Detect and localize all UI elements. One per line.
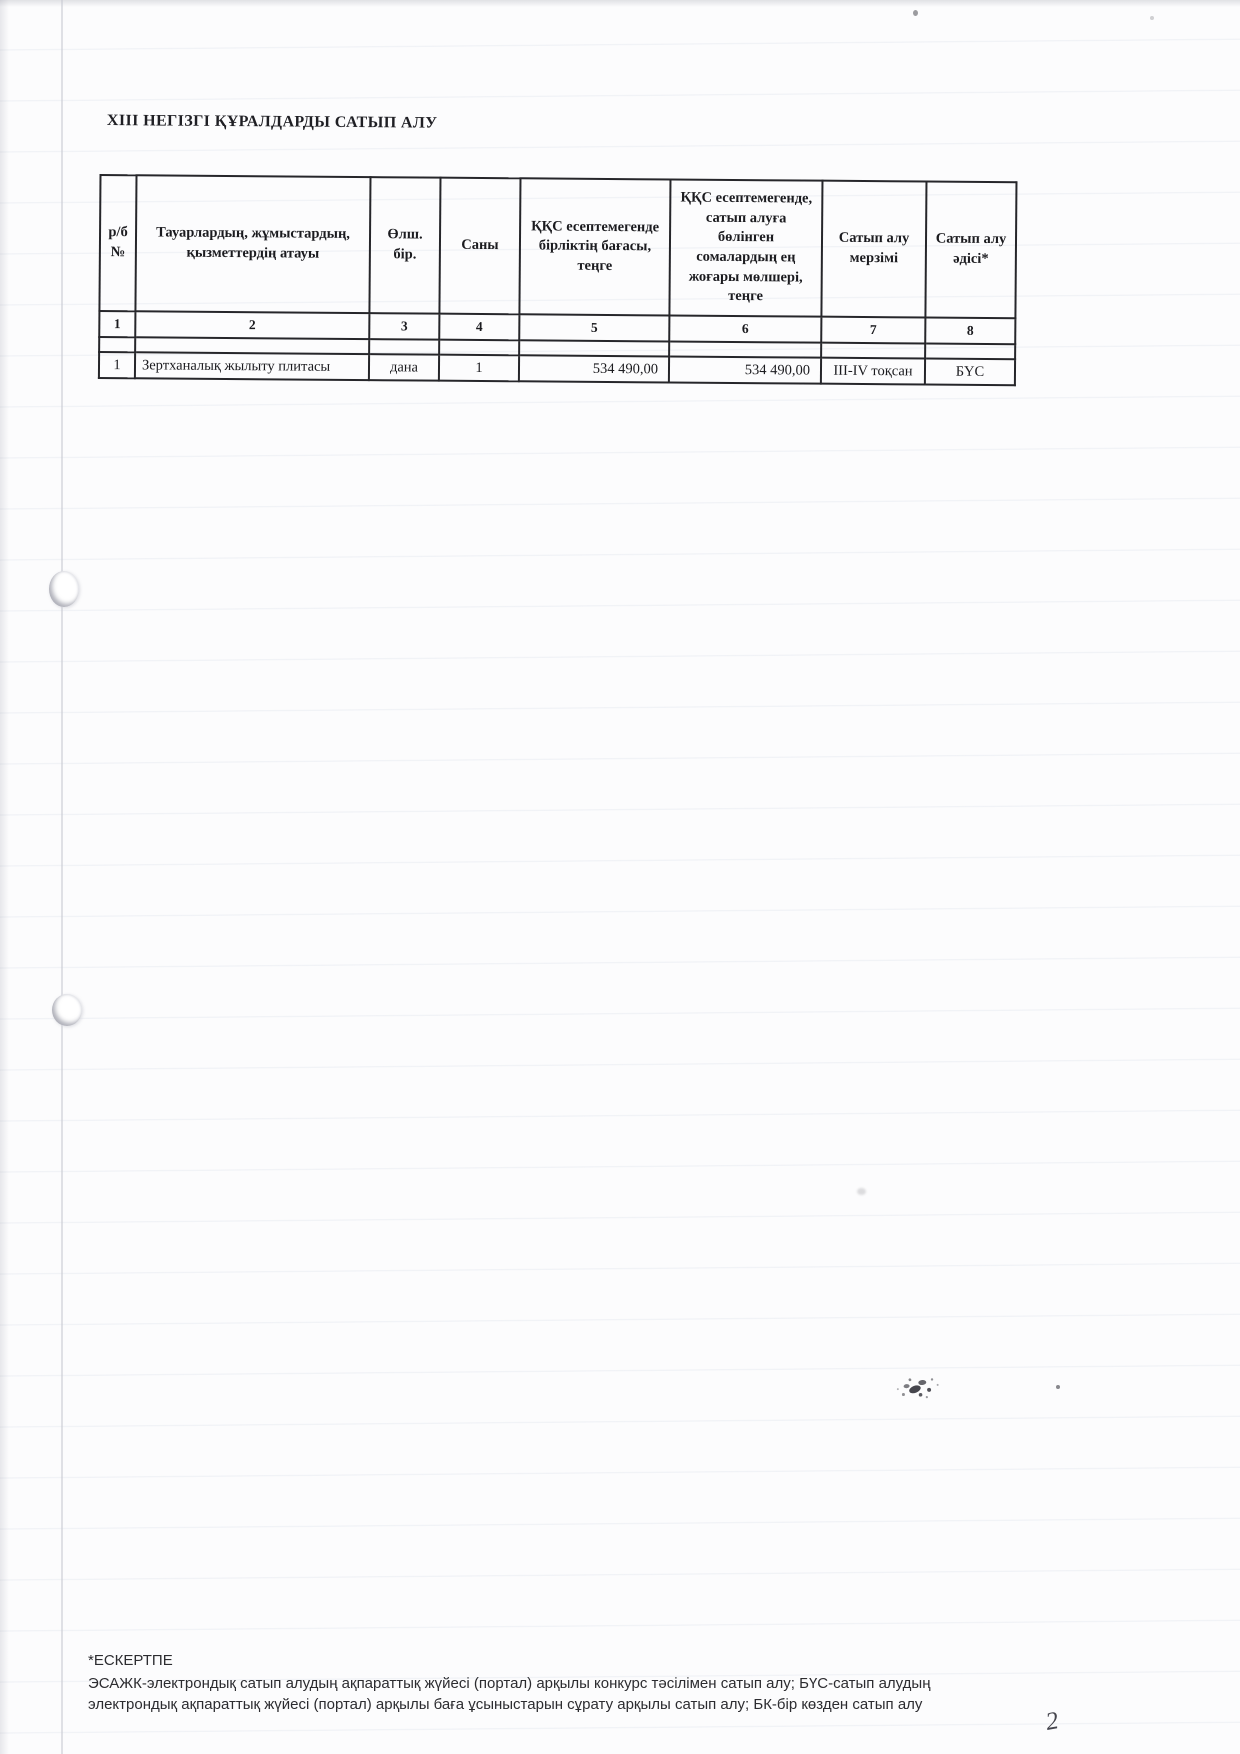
cell-period: III-IV тоқсан	[821, 358, 925, 385]
cell-unit-price: 534 490,00	[519, 355, 669, 382]
col-header-period: Сатып алу мерзімі	[821, 181, 926, 318]
col-header-row-number: р/б №	[99, 175, 136, 311]
col-header-quantity: Саны	[439, 178, 520, 315]
footnote-text: ЭСАЖК-электрондық сатып алудың ақпараттық жүйесі (портал) арқылы конкурс тәсілімен сатып алу; БҮС-сатып алудың электрондық ақпараттық жүйесі (портал) арқылы баға ұсыныстарын сұрату арқылы сатып алу; БК-бір көзден сатып алу	[88, 1675, 931, 1713]
scan-speck	[913, 10, 918, 16]
scan-speck	[1056, 1385, 1060, 1389]
column-number: 4	[439, 314, 519, 341]
scan-speck	[857, 1188, 866, 1195]
footnote-label: *ЕСКЕРТПЕ	[88, 1652, 173, 1669]
cell-item-name: Зертханалық жылыту плитасы	[135, 352, 369, 380]
col-header-method: Сатып алу әдісі*	[925, 181, 1016, 318]
column-number: 8	[925, 317, 1015, 344]
column-number: 6	[669, 315, 821, 342]
col-header-unit: Өлш. бір.	[369, 177, 440, 314]
column-number: 5	[519, 314, 669, 341]
column-number: 2	[135, 311, 369, 339]
cell-max-amount: 534 490,00	[669, 356, 821, 383]
ink-smudge	[891, 1368, 945, 1410]
column-number: 3	[369, 313, 439, 340]
document-content	[98, 112, 1020, 386]
ink-smudge-graphic	[891, 1368, 944, 1405]
column-number: 7	[821, 317, 925, 344]
scan-speck	[1150, 16, 1154, 20]
col-header-max-amount: ҚҚС есептемегенде, сатып алуға бөлінген сомалардың ең жоғары мөлшері, теңге	[669, 179, 822, 316]
cell-unit: дана	[369, 354, 439, 381]
col-header-item-name: Тауарлардың, жұмыстардың, қызметтердің атауы	[135, 175, 370, 313]
hole-punch-top	[49, 571, 79, 607]
cell-row-number: 1	[99, 352, 135, 378]
scan-fold-line	[61, 0, 63, 1754]
cell-quantity: 1	[439, 355, 519, 382]
procurement-table	[98, 174, 1018, 386]
column-number: 1	[99, 311, 135, 337]
col-header-unit-price: ҚҚС есептемегенде бірліктің бағасы, теңге	[519, 178, 670, 315]
section-title: XIII НЕГІЗГІ ҚҰРАЛДАРДЫ САТЫП АЛУ	[106, 112, 438, 132]
table-header-row	[99, 175, 1016, 318]
footnote-block	[88, 1650, 1016, 1715]
cell-method: БҮС	[925, 358, 1015, 385]
page-number: 2	[1043, 1707, 1061, 1736]
hole-punch-bottom	[52, 994, 82, 1026]
